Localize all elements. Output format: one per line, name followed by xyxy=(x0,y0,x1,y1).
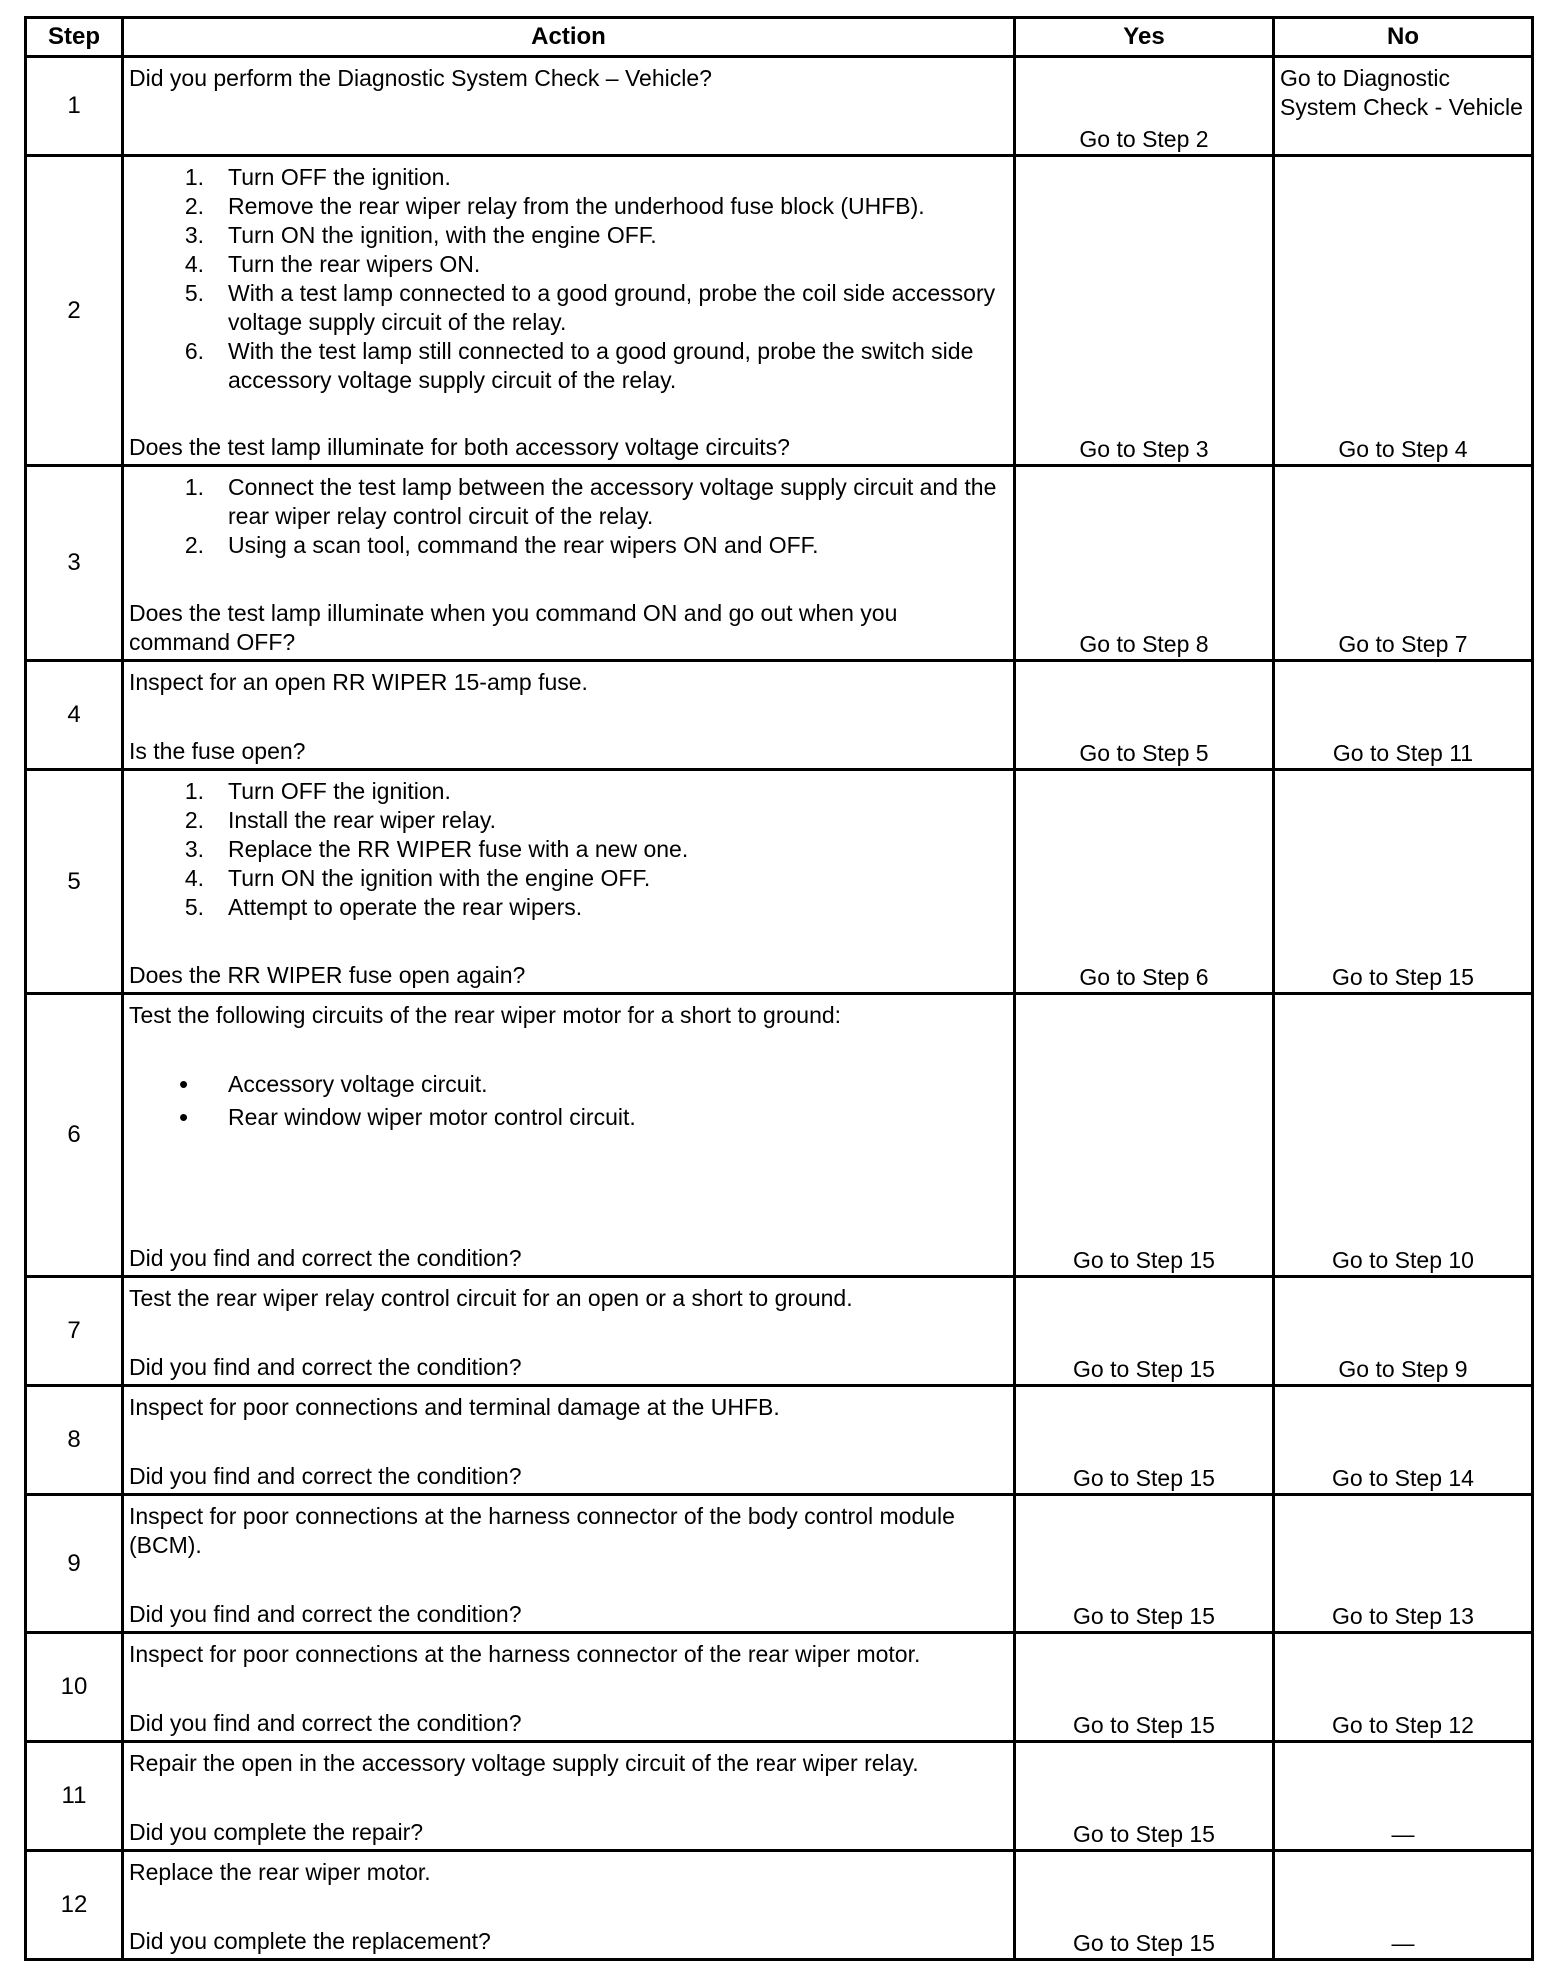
action-question: Is the fuse open? xyxy=(129,738,306,764)
no-result: Go to Step 11 xyxy=(1274,661,1533,770)
action-question: Did you find and correct the condition? xyxy=(129,1354,522,1380)
table-row xyxy=(26,1742,1533,1851)
step-number: 9 xyxy=(26,1495,123,1633)
table-row xyxy=(26,1386,1533,1495)
action-question: Did you find and correct the condition? xyxy=(129,1601,522,1627)
action-cell xyxy=(123,770,1015,994)
list-item: 4. Turn ON the ignition with the engine OFF. xyxy=(184,865,651,891)
header-no: No xyxy=(1274,18,1533,57)
action-cell xyxy=(123,1277,1015,1386)
no-result: Go to Step 7 xyxy=(1274,466,1533,661)
action-text: Test the rear wiper relay control circuit for an open or a short to ground. xyxy=(129,1285,853,1311)
step-number: 10 xyxy=(26,1633,123,1742)
action-text: Inspect for poor connections at the harness connector of the rear wiper motor. xyxy=(129,1641,921,1667)
diagnostic-table xyxy=(24,16,1534,1961)
action-question: Did you find and correct the condition? xyxy=(129,1245,522,1271)
table-row xyxy=(26,1495,1533,1633)
action-question: Does the test lamp illuminate for both accessory voltage circuits? xyxy=(129,434,790,460)
list-item: 3. Turn ON the ignition, with the engine OFF. xyxy=(184,222,657,248)
procedure-list xyxy=(129,473,1003,560)
step-number: 1 xyxy=(26,57,123,156)
circuit-list xyxy=(129,1068,1003,1134)
action-cell xyxy=(123,1633,1015,1742)
step-number: 4 xyxy=(26,661,123,770)
action-cell xyxy=(123,156,1015,466)
list-item: 3. Replace the RR WIPER fuse with a new one. xyxy=(184,836,689,862)
list-item: 2. Remove the rear wiper relay from the underhood fuse block (UHFB). xyxy=(184,193,925,219)
yes-result: Go to Step 8 xyxy=(1015,466,1274,661)
yes-result: Go to Step 15 xyxy=(1015,994,1274,1277)
step-number: 3 xyxy=(26,466,123,661)
list-item: 1. Connect the test lamp between the accessory voltage supply circuit and the rear wiper relay control circuit of the relay. xyxy=(184,474,997,529)
action-question: Does the test lamp illuminate when you command ON and go out when you command OFF? xyxy=(129,600,898,655)
yes-result: Go to Step 15 xyxy=(1015,1851,1274,1960)
step-number: 11 xyxy=(26,1742,123,1851)
yes-result: Go to Step 3 xyxy=(1015,156,1274,466)
no-result: Go to Step 13 xyxy=(1274,1495,1533,1633)
action-text: Repair the open in the accessory voltage supply circuit of the rear wiper relay. xyxy=(129,1750,919,1776)
list-item: • Accessory voltage circuit. xyxy=(129,1068,1003,1101)
action-cell xyxy=(123,1495,1015,1633)
table-row xyxy=(26,57,1533,156)
table-row xyxy=(26,156,1533,466)
list-item: 2. Install the rear wiper relay. xyxy=(184,807,497,833)
action-question: Did you find and correct the condition? xyxy=(129,1710,522,1736)
list-item: 6. With the test lamp still connected to a good ground, probe the switch side accessory voltage supply circuit of the relay. xyxy=(184,338,974,393)
action-text: Test the following circuits of the rear wiper motor for a short to ground: xyxy=(129,1002,842,1028)
no-result: Go to Step 4 xyxy=(1274,156,1533,466)
yes-result: Go to Step 2 xyxy=(1015,57,1274,156)
step-number: 12 xyxy=(26,1851,123,1960)
no-result: Go to Step 14 xyxy=(1274,1386,1533,1495)
action-cell xyxy=(123,466,1015,661)
procedure-list xyxy=(129,163,1003,395)
table-row xyxy=(26,466,1533,661)
list-item: • Rear window wiper motor control circuit. xyxy=(129,1101,1003,1134)
header-yes: Yes xyxy=(1015,18,1274,57)
list-item: 4. Turn the rear wipers ON. xyxy=(184,251,481,277)
list-item: 1. Turn OFF the ignition. xyxy=(184,164,451,190)
step-number: 8 xyxy=(26,1386,123,1495)
yes-result: Go to Step 5 xyxy=(1015,661,1274,770)
table-row xyxy=(26,994,1533,1277)
yes-result: Go to Step 6 xyxy=(1015,770,1274,994)
action-text: Inspect for poor connections and terminal damage at the UHFB. xyxy=(129,1394,780,1420)
no-result: Go to Diagnostic System Check - Vehicle xyxy=(1274,57,1533,156)
no-result: Go to Step 12 xyxy=(1274,1633,1533,1742)
action-cell xyxy=(123,994,1015,1277)
action-text: Replace the rear wiper motor. xyxy=(129,1859,431,1885)
table-row xyxy=(26,1277,1533,1386)
action-cell xyxy=(123,1386,1015,1495)
action-cell xyxy=(123,57,1015,156)
table-row xyxy=(26,1633,1533,1742)
action-question: Did you find and correct the condition? xyxy=(129,1463,522,1489)
step-number: 2 xyxy=(26,156,123,466)
yes-result: Go to Step 15 xyxy=(1015,1495,1274,1633)
list-item: 5. Attempt to operate the rear wipers. xyxy=(184,894,583,920)
yes-result: Go to Step 15 xyxy=(1015,1742,1274,1851)
action-text: Inspect for poor connections at the harness connector of the body control module (BCM). xyxy=(129,1503,955,1558)
action-question: Did you complete the repair? xyxy=(129,1819,424,1845)
table-row xyxy=(26,1851,1533,1960)
table-row xyxy=(26,770,1533,994)
step-number: 6 xyxy=(26,994,123,1277)
list-item: 2. Using a scan tool, command the rear wipers ON and OFF. xyxy=(184,532,819,558)
no-result: Go to Step 9 xyxy=(1274,1277,1533,1386)
procedure-list xyxy=(129,777,1003,922)
step-number: 7 xyxy=(26,1277,123,1386)
yes-result: Go to Step 15 xyxy=(1015,1633,1274,1742)
action-question: Did you complete the replacement? xyxy=(129,1928,491,1954)
yes-result: Go to Step 15 xyxy=(1015,1386,1274,1495)
no-result: — xyxy=(1274,1742,1533,1851)
action-cell xyxy=(123,1851,1015,1960)
no-result: Go to Step 10 xyxy=(1274,994,1533,1277)
step-number: 5 xyxy=(26,770,123,994)
header-action: Action xyxy=(123,18,1015,57)
action-text: Inspect for an open RR WIPER 15-amp fuse. xyxy=(129,669,588,695)
action-cell xyxy=(123,1742,1015,1851)
list-item: 5. With a test lamp connected to a good ground, probe the coil side accessory voltage supply circuit of the relay. xyxy=(184,280,996,335)
table-row xyxy=(26,661,1533,770)
action-text: Did you perform the Diagnostic System Check – Vehicle? xyxy=(129,65,712,91)
action-cell xyxy=(123,661,1015,770)
header-row xyxy=(26,18,1533,57)
header-step: Step xyxy=(26,18,123,57)
list-item: 1. Turn OFF the ignition. xyxy=(184,778,451,804)
no-result: — xyxy=(1274,1851,1533,1960)
yes-result: Go to Step 15 xyxy=(1015,1277,1274,1386)
no-result: Go to Step 15 xyxy=(1274,770,1533,994)
action-question: Does the RR WIPER fuse open again? xyxy=(129,962,526,988)
